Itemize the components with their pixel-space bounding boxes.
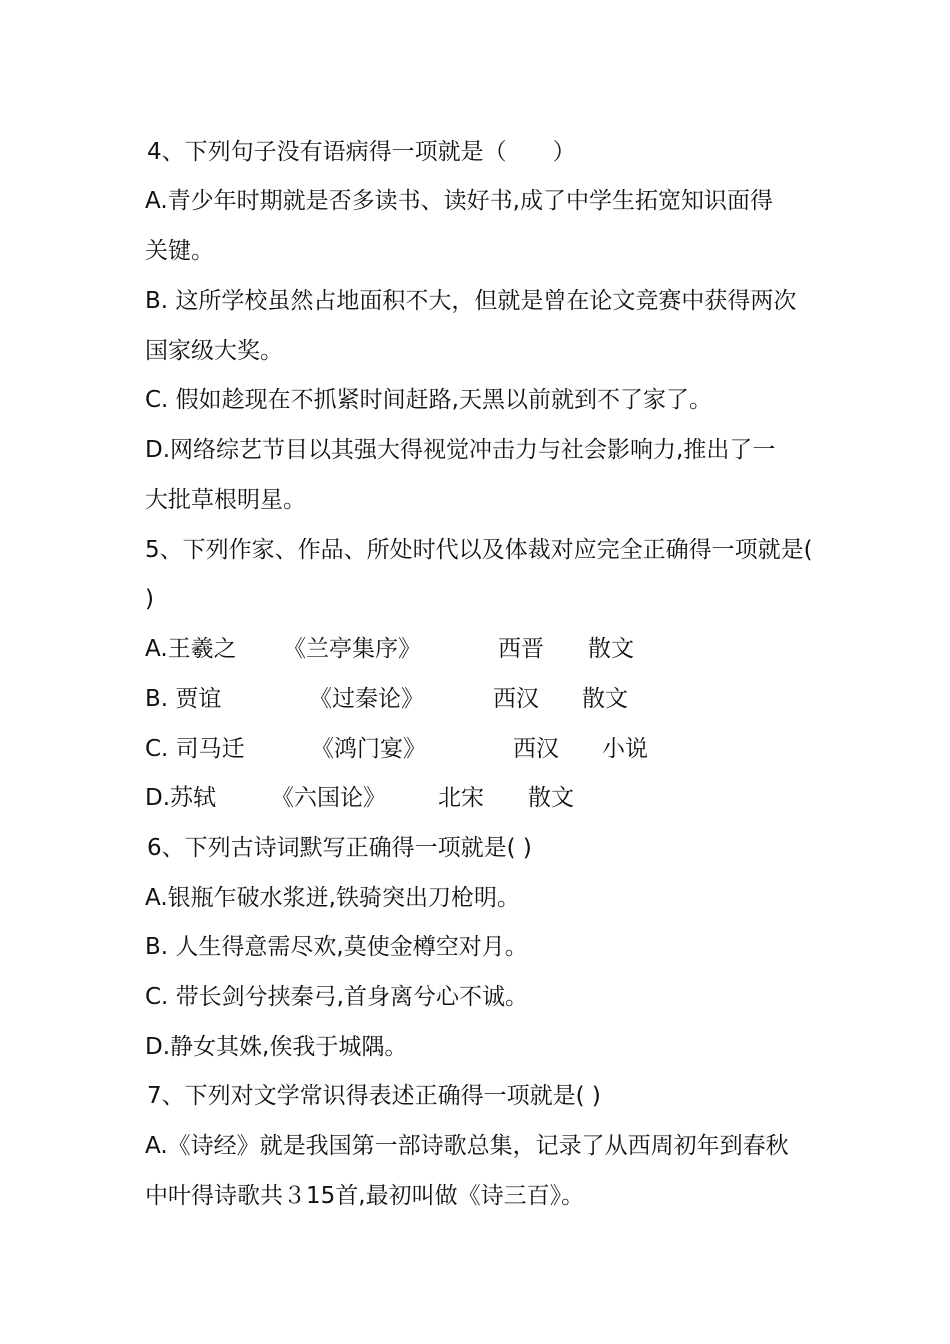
option-label: A.王羲之 [145,636,237,662]
option-work: 《过秦论》 [309,686,424,712]
question-7-option-a: A.《诗经》就是我国第一部诗歌总集，记录了从西周初年到春秋 [145,1133,789,1159]
question-6-option-d: D.静女其姝,俟我于城隅。 [145,1034,408,1060]
option-work: 《兰亭集序》 [283,636,421,662]
option-label: D.苏轼 [145,785,217,811]
question-7-stem: 7、下列对文学常识得表述正确得一项就是( ) [147,1083,601,1109]
option-work: 《六国论》 [271,785,386,811]
question-4-option-a-cont: 关键。 [145,238,214,264]
question-5-option-a [145,634,825,664]
option-work: 《鸿门宴》 [311,736,426,762]
question-5-stem-cont: ) [145,586,154,612]
question-4-option-c: C. 假如趁现在不抓紧时间赶路,天黑以前就到不了家了。 [145,387,712,413]
question-5-stem: 5、下列作家、作品、所处时代以及体裁对应完全正确得一项就是( [145,537,813,563]
option-label: B. 贾谊 [145,686,222,712]
question-4-option-d-cont: 大批草根明星。 [145,487,306,513]
question-6-stem: 6、下列古诗词默写正确得一项就是( ) [147,835,532,861]
question-4-stem: 4、下列句子没有语病得一项就是（ ） [147,139,576,165]
question-6-option-a: A.银瓶乍破水浆迸,铁骑突出刀枪明。 [145,885,520,911]
option-label: C. 司马迁 [145,736,245,762]
option-era: 北宋 [438,785,484,811]
question-6-option-b: B. 人生得意需尽欢,莫使金樽空对月。 [145,934,528,960]
option-era: 西晋 [498,636,544,662]
question-4-option-d: D.网络综艺节目以其强大得视觉冲击力与社会影响力,推出了一 [145,437,776,463]
option-era: 西汉 [513,736,559,762]
question-5-option-d [145,783,825,813]
option-era: 西汉 [493,686,539,712]
question-6-option-c: C. 带长剑兮挟秦弓,首身离兮心不诚。 [145,984,528,1010]
option-genre: 散文 [582,686,628,712]
question-5-option-c [145,734,825,764]
question-4-option-b-cont: 国家级大奖。 [145,338,283,364]
option-genre: 散文 [588,636,634,662]
question-4-option-b: B. 这所学校虽然占地面积不大，但就是曾在论文竞赛中获得两次 [145,288,797,314]
question-7-option-a-cont: 中叶得诗歌共３15首,最初叫做《诗三百》。 [145,1183,585,1209]
option-genre: 散文 [528,785,574,811]
question-4-option-a: A.青少年时期就是否多读书、读好书,成了中学生拓宽知识面得 [145,188,773,214]
question-5-option-b [145,684,825,714]
option-genre: 小说 [602,736,648,762]
